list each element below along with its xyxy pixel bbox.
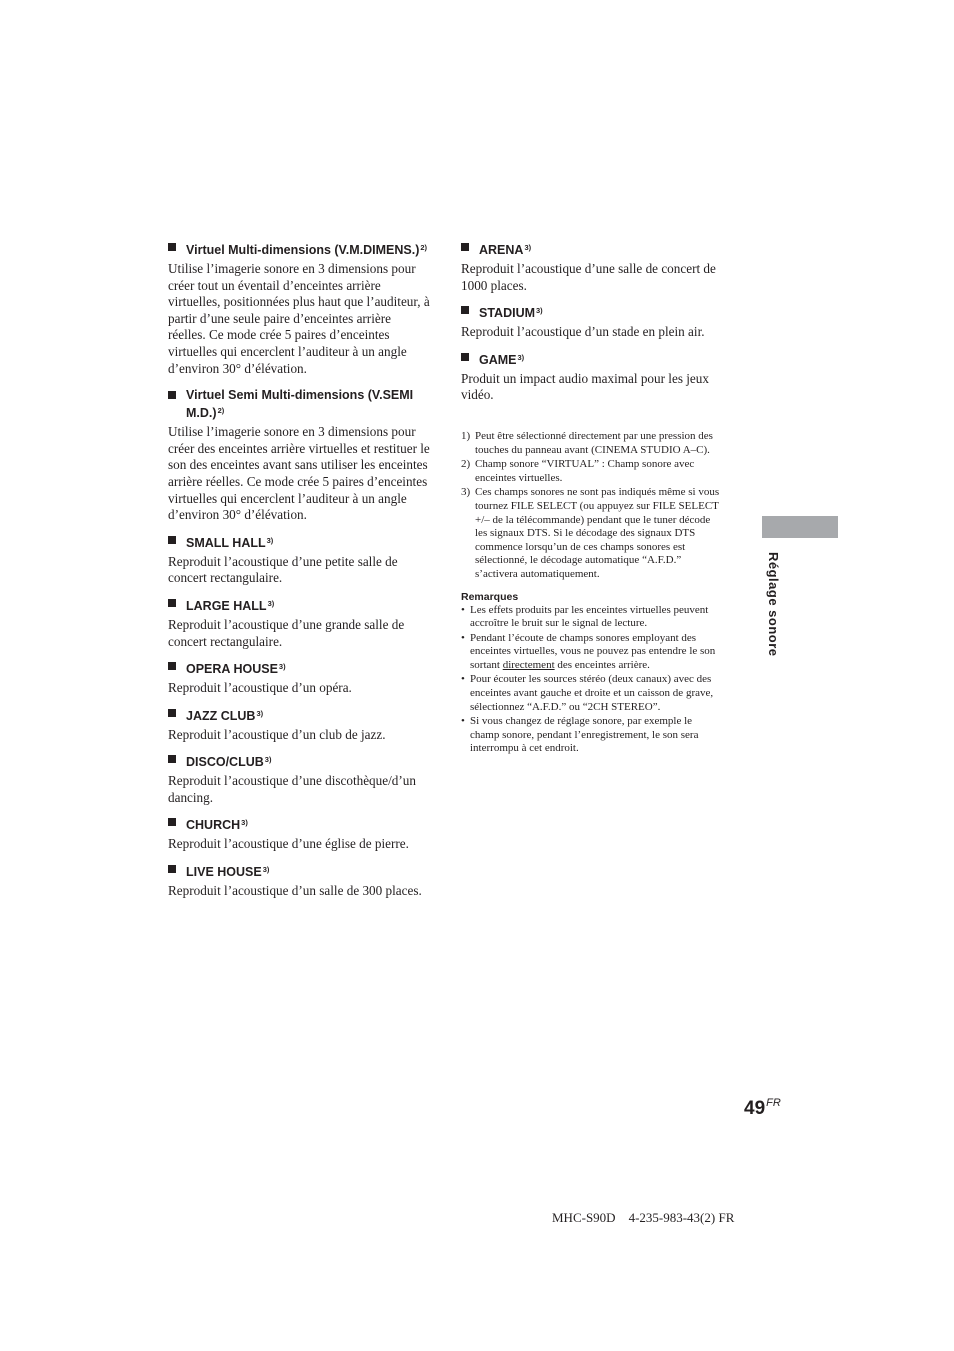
sound-field-section xyxy=(168,706,430,744)
sound-field-description: Utilise l’imagerie sonore en 3 dimensions pour créer des enceintes arrière virtuelles et restituer le son des enceintes avant sans utiliser les enceintes arrière réelles. Ce mode crée 5 paires d’enceintes virtuelles qui encerclent l’auditeur à un angle d’environ 30° d’élévation. xyxy=(168,424,430,523)
footnote-ref: 2) xyxy=(420,243,428,252)
sound-field-description: Reproduit l’acoustique d’une église de pierre. xyxy=(168,836,409,852)
sound-field-section xyxy=(461,350,723,404)
remark-underlined: directement xyxy=(502,658,555,671)
section-gap xyxy=(168,524,430,533)
sound-field-heading xyxy=(461,350,723,368)
sound-field-section xyxy=(168,659,430,697)
remark-text: Pendant l’écoute de champs sonores employant des enceintes virtuelles, vous ne pouvez pas entendre le son sortant xyxy=(470,631,716,671)
square-bullet-icon xyxy=(168,709,176,717)
footnote xyxy=(461,430,723,457)
sound-field-name: LIVE HOUSE xyxy=(186,865,262,880)
footnote-number: 1) xyxy=(461,429,471,442)
sound-field-heading xyxy=(168,815,430,833)
footnote xyxy=(461,486,723,581)
square-bullet-icon xyxy=(461,243,469,251)
sound-field-heading xyxy=(461,240,723,258)
remark-item xyxy=(461,632,723,673)
sound-field-section xyxy=(461,303,723,341)
sound-field-name: Virtuel Semi Multi-dimensions (V.SEMI M.D.) xyxy=(186,388,414,421)
square-bullet-icon xyxy=(168,391,176,399)
section-tab-label: Réglage sonore xyxy=(766,552,781,657)
section-gap xyxy=(168,806,430,815)
sound-field-heading xyxy=(168,240,430,258)
sound-field-section xyxy=(168,752,430,806)
sound-field-description: Utilise l’imagerie sonore en 3 dimensions pour créer tout un éventail d’enceintes arrière virtuelles, positionnées plus haut que l’auditeur, à partir d’une seule paire d’enceintes arrière réelles. Ce mode crée 5 paires d’enceintes virtuelles qui encerclent l’auditeur à un angle d’environ 30° d’élévation. xyxy=(168,261,430,376)
footnotes xyxy=(461,430,723,582)
section-gap xyxy=(168,853,430,862)
remark-text: Si vous changez de réglage sonore, par exemple le champ sonore, pendant l’enregistrement, le son sera interrompu à cet endroit. xyxy=(470,715,699,755)
sound-field-name: CHURCH xyxy=(186,818,241,833)
section-gap xyxy=(461,294,723,303)
sound-field-name: Virtuel Multi-dimensions (V.M.DIMENS.) xyxy=(186,243,420,257)
remark-item xyxy=(461,715,723,756)
footnote-ref: 3) xyxy=(278,662,286,672)
sound-field-heading xyxy=(168,862,430,880)
sound-field-description: Reproduit l’acoustique d’un opéra. xyxy=(168,680,352,696)
footnote-ref: 3) xyxy=(517,352,525,362)
page-number xyxy=(744,1097,781,1120)
square-bullet-icon xyxy=(461,306,469,314)
section-gap xyxy=(461,341,723,350)
footnote-ref: 3) xyxy=(256,708,264,718)
sound-field-section xyxy=(168,815,430,853)
sound-field-section xyxy=(168,240,430,377)
sound-field-name: STADIUM xyxy=(479,306,536,321)
section-gap xyxy=(168,743,430,752)
footnote-ref: 3) xyxy=(262,865,270,875)
bullet-icon: • xyxy=(461,715,465,728)
sound-field-description: Reproduit l’acoustique d’une discothèque/d’un dancing. xyxy=(168,773,416,805)
square-bullet-icon xyxy=(168,536,176,544)
section-gap xyxy=(168,377,430,388)
sound-field-heading xyxy=(461,303,723,321)
sound-field-description: Reproduit l’acoustique d’une salle de concert de 1000 places. xyxy=(461,261,716,293)
footnote-ref: 2) xyxy=(217,406,225,416)
footnote-ref: 3) xyxy=(536,306,543,316)
footnote-number: 3) xyxy=(461,486,471,499)
footnote xyxy=(461,458,723,485)
sound-field-description: Reproduit l’acoustique d’un salle de 300 places. xyxy=(168,883,422,899)
square-bullet-icon xyxy=(168,662,176,670)
sound-field-description: Produit un impact audio maximal pour les jeux vidéo. xyxy=(461,370,709,403)
sound-field-section xyxy=(168,596,430,650)
section-gap xyxy=(168,650,430,659)
square-bullet-icon xyxy=(168,599,176,607)
bullet-icon: • xyxy=(461,673,465,686)
left-column xyxy=(168,240,430,900)
footnote-ref: 3) xyxy=(267,598,275,608)
sound-field-name: SMALL HALL xyxy=(186,535,266,550)
section-tab xyxy=(762,516,838,538)
sound-field-name: JAZZ CLUB xyxy=(186,708,256,723)
remark-text: Les effets produits par les enceintes virtuelles peuvent accroître le bruit sur le signal de lecture. xyxy=(470,603,709,630)
footnote-text: Peut être sélectionné directement par une pression des touches du panneau avant (CINEMA STUDIO A–C). xyxy=(475,429,713,456)
sound-field-heading xyxy=(168,533,430,551)
sound-field-description: Reproduit l’acoustique d’un club de jazz. xyxy=(168,726,386,742)
remark-item xyxy=(461,673,723,714)
page-number-value: 49 xyxy=(744,1098,766,1119)
footnote-ref: 3) xyxy=(524,243,532,252)
sound-field-description: Reproduit l’acoustique d’un stade en plein air. xyxy=(461,324,705,340)
footnote-text: Champ sonore “VIRTUAL” : Champ sonore avec enceintes virtuelles. xyxy=(475,458,695,484)
page-language: FR xyxy=(766,1097,781,1109)
sound-field-name: LARGE HALL xyxy=(186,598,267,613)
bullet-icon: • xyxy=(461,631,465,644)
square-bullet-icon xyxy=(168,818,176,826)
sound-field-heading xyxy=(168,659,430,677)
footnote-ref: 3) xyxy=(266,535,274,545)
sound-field-section xyxy=(461,240,723,294)
footnote-number: 2) xyxy=(461,458,471,471)
sound-field-name: ARENA xyxy=(479,243,524,257)
sound-field-description: Reproduit l’acoustique d’une grande salle de concert rectangulaire. xyxy=(168,616,405,649)
footnote-ref: 3) xyxy=(264,755,272,765)
footnote-text: Ces champs sonores ne sont pas indiqués même si vous tournez FILE SELECT (ou appuyez sur FILE SELECT +/– de la télécommande) pendant que le tuner décode les signaux DTS. Si le décodage des signaux DTS commence lorsqu’un de ces champs sonores est sélectionné, le décodage automatique “A.F.D.” s’activera automatiquement. xyxy=(475,486,720,580)
section-gap xyxy=(168,697,430,706)
remark-item xyxy=(461,604,723,631)
sound-field-heading xyxy=(168,596,430,614)
sound-field-name: GAME xyxy=(479,352,517,367)
sound-field-section xyxy=(168,388,430,524)
square-bullet-icon xyxy=(168,865,176,873)
sound-field-name: DISCO/CLUB xyxy=(186,755,264,770)
sound-field-heading xyxy=(168,388,430,421)
footnote-ref: 3) xyxy=(241,818,248,828)
remark-text: des enceintes arrière. xyxy=(554,658,650,671)
square-bullet-icon xyxy=(461,353,469,361)
footer-model-code: MHC-S90D 4-235-983-43(2) FR xyxy=(552,1210,735,1225)
sound-field-description: Reproduit l’acoustique d’une petite salle de concert rectangulaire. xyxy=(168,553,398,586)
sound-field-section xyxy=(168,533,430,587)
square-bullet-icon xyxy=(168,243,176,251)
right-column xyxy=(461,240,723,756)
sound-field-name: OPERA HOUSE xyxy=(186,662,278,677)
sound-field-heading xyxy=(168,752,430,770)
bullet-icon: • xyxy=(461,603,465,616)
sound-field-section xyxy=(168,862,430,900)
square-bullet-icon xyxy=(168,755,176,763)
sound-field-heading xyxy=(168,706,430,724)
section-gap xyxy=(168,587,430,596)
remark-text: Pour écouter les sources stéréo (deux canaux) avec des enceintes avant gauche et droite et un caisson de grave, sélectionnez “A.F.D.” ou “2CH STEREO”. xyxy=(470,673,714,713)
remarques-heading: Remarques xyxy=(461,590,519,603)
